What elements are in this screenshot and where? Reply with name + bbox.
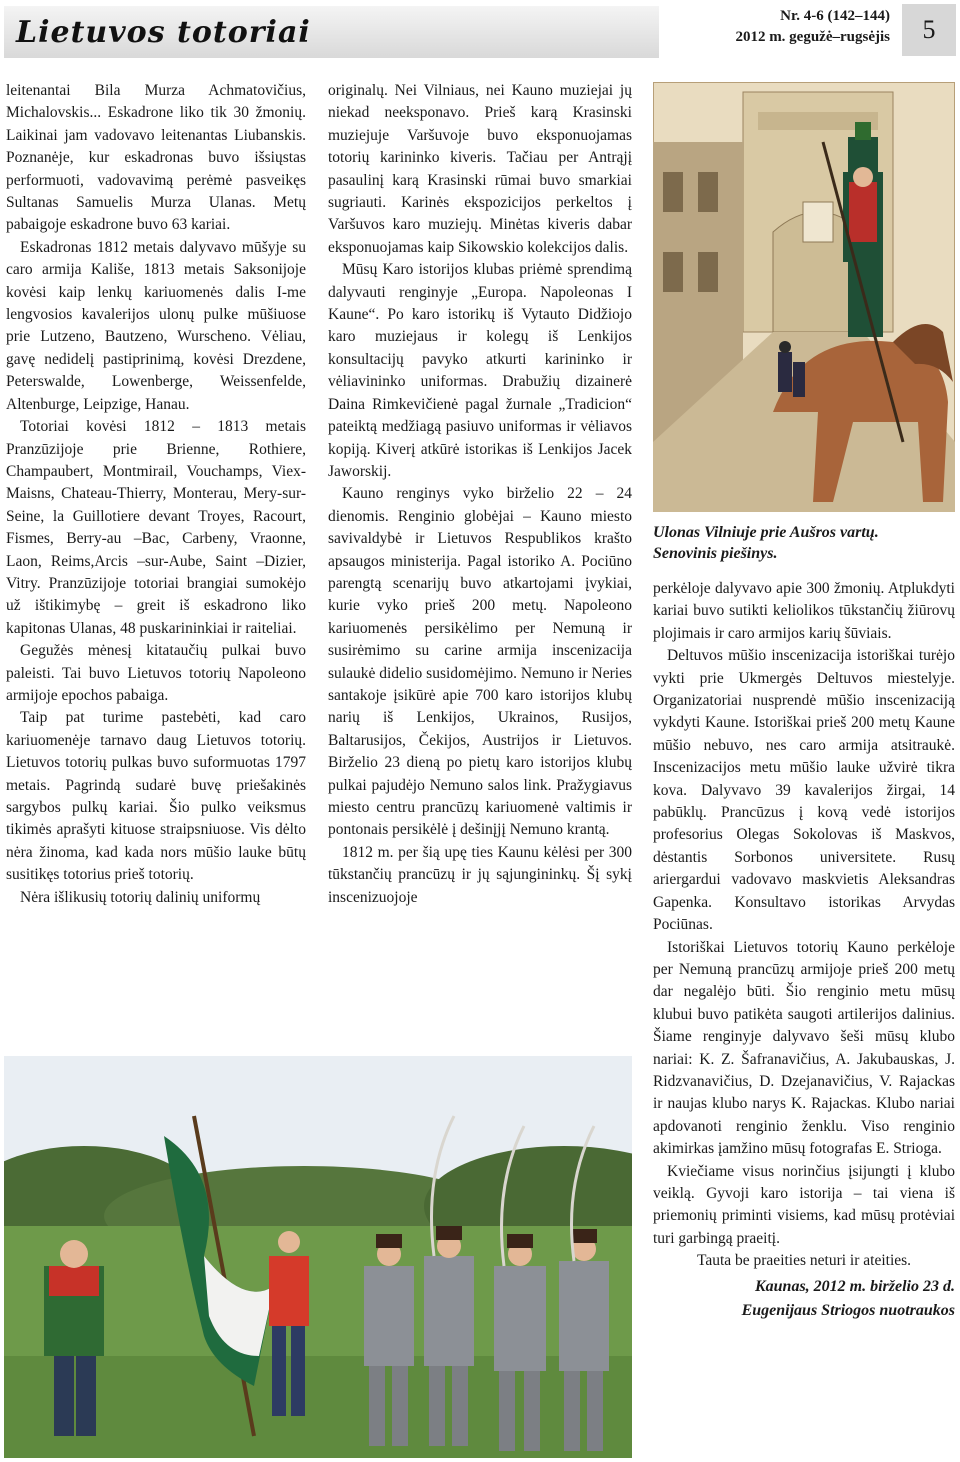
paragraph: Taip pat turime pastebėti, kad caro kariuomenėje tarnavo daug Lietuvos totorių. Lietuvos totorių pulkas buvo suformuotas 1797 metais. Pagrindą sudarė buvę priešakinės sargybos pulkų kariai. Šio pulko veiksmus tikimės aprašyti kituose straipsniuose. Vis dėlto nėra žinoma, kad kada nors mūšio lauke būtų susitikęs totorius prieš totorių.	[6, 709, 306, 884]
photo-reenactors-with-flag-icon	[4, 1056, 632, 1458]
paragraph: Kviečiame visus norinčius įsijungti į klubo veiklą. Gyvoji karo istorija – tai viena iš priemonių priminti visiems, kad mūsų protėviai turi garbingą praeitį.	[653, 1162, 955, 1247]
reenactors-photo	[4, 1056, 632, 1458]
painting-uhlan-image	[653, 82, 955, 512]
masthead-title: Lietuvos totoriai	[16, 14, 311, 50]
masthead	[4, 6, 659, 58]
paragraph: Kauno renginys vyko birželio 22 – 24 dienomis. Renginio globėjai – Kauno miesto savivaldybė ir Lietuvos Respublikos krašto apsaugos ministerija. Pagal istoriko A. Pociūno parengtą scenarijų buvo atkartojami įvykiai, kurie vyko prieš 200 metų. Napoleono kariuomenės persikėlimo per Nemuną ir susirėmimo su carine armija inscenizacija sulaukė didelio susidomėjimo. Nemuno ir Neries santakoje įsikūrė apie 700 karo istorijos klubų narių iš Lenkijos, Ukrainos, Rusijos, Baltarusijos, Čekijos, Austrijos ir Lietuvos. Birželio 23 dieną po pietų karo istorijos klubų pulkai pajudėjo Nemuno salos link. Pražygiavus miesto centru prancūzų kariuomenė valtimis ir pontonais persikėlė į dešinįjį Nemuno krantą.	[328, 485, 632, 839]
article-column-3	[653, 578, 955, 1323]
article-column-2	[328, 80, 632, 909]
paragraph: Nėra išlikusių totorių dalinių uniformų	[20, 888, 261, 906]
article-column-1	[6, 80, 306, 909]
photo-credit: Eugenijaus Striogos nuotraukos	[741, 1301, 955, 1319]
paragraph: Istoriškai Lietuvos totorių Kauno perkėloje per Nemuną prancūzų armijoje prieš 200 metų dar negalėjo būti. Šio renginio metu mūsų klubui buvo patikėta saugoti artilerijos dalinius. Šiame renginyje dalyvavo šeši mūsų klubo nariai: K. Z. Šafranavičius, A. Jakubauskas, J. Ridzvanavičius, D. Dzejanavičius, V. Rajackas ir naujas klubo narys K. Rajackas. Klubo nariai apdovanoti renginio ženklu. Viso renginio akimirkas įamžino mūsų fotografas E. Strioga.	[653, 938, 955, 1158]
page-number: 5	[902, 4, 956, 56]
issue-date: 2012 m. gegužė–rugsėjis	[735, 29, 890, 45]
painting-uhlan-at-gate-icon	[653, 82, 955, 512]
painting-caption	[653, 522, 955, 564]
paragraph: originalų. Nei Vilniaus, nei Kauno muziejai jų niekad neeksponavo. Prieš karą Krasinski muziejuje Varšuvoje buvo eksponuojamas totorių karininko kiveris. Tačiau per Antrąjį pasaulinį karą Krasinski rūmai buvo smarkiai sugriauti. Karinės ekspozicijos perkeltos į Varšuvos karo muziejų. Minėtas kiveris dabar eksponuojamas kaip Sikowskio kolekcijos dalis.	[328, 82, 632, 256]
caption-line: Senovinis piešinys.	[653, 545, 778, 562]
paragraph: Deltuvos mūšio inscenizacija istoriškai turėjo vykti prie Ukmergės Deltuvos miestelyje. Organizatoriai nusprendė mūšio inscenizaciją vykdyti Kaune. Istoriškai prieš 200 metų Kaune mūšio nebuvo, nes caro armija atsitraukė. Inscenizacijos metu mūšio lauke užvirė tikra kova. Dalyvavo 39 kavalerijos žirgai, 14 pabūklų. Prancūzus į kovą vedė istorijos profesorius Olegas Sokolovas iš Maskvos, dėstantis Sorbonos universitete. Rusų ariergardui vadovavo maskvietis Aleksandras Gapenka. Konsultavo istorikas Arvydas Pociūnas.	[653, 647, 955, 934]
paragraph: leitenantai Bila Murza Achmatovičius, Michalovskis... Eskadrone liko tik 30 žmonių. Laikinai jam vadovavo leitenantas Liubanskis. Poznanėje, kur eskadronas buvo išsiųstas performuoti, vadovavimą perėmė pasveikęs Sultanas Samuelis Murza Ulanas. Metų pabaigoje eskadrone buvo 63 kariai.	[6, 82, 306, 234]
signature-place-date: Kaunas, 2012 m. birželio 23 d.	[754, 1277, 955, 1295]
closing-motto: Tauta be praeities neturi ir ateities.	[696, 1252, 912, 1270]
caption-line: Ulonas Vilniuje prie Aušros vartų.	[653, 524, 879, 541]
paragraph: 1812 m. per šią upę ties Kaunu kėlėsi per 300 tūkstančių prancūzų ir jų sąjungininkų. Šį sykį inscenizuojoje	[328, 843, 632, 906]
paragraph: Gegužės mėnesį kitataučių pulkai buvo paleisti. Tai buvo Lietuvos totorių Napoleono armijoje epochos pabaiga.	[6, 642, 306, 704]
issue-info	[700, 6, 898, 52]
signature	[653, 1275, 955, 1323]
page-header	[0, 0, 960, 62]
paragraph: Mūsų Karo istorijos klubas priėmė sprendimą dalyvauti renginyje „Europa. Napoleonas I Kaune“. Po karo istorikų iš Vytauto Didžiojo karo muziejaus ir kolegų iš Lenkijos konsultacijų pavyko atkurti karininko ir vėliavininko uniformas. Drabužių dizainerė Daina Rimkevičienė pagal žurnale „Tradicion“ pateiktą medžiagą pasiuvo uniformas ir vėliavos kopiją. Kiverį atkūrė istorikas iš Lenkijos Jacek Jaworskij.	[328, 261, 632, 480]
paragraph: perkėloje dalyvavo apie 300 žmonių. Atplukdyti kariai buvo sutikti keliolikos tūkstančių žiūrovų plojimais ir caro armijos karių šūviais.	[653, 580, 955, 642]
paragraph: Totoriai kovėsi 1812 – 1813 metais Pranzūzijoje prie Brienne, Rothiere, Champaubert, Montmirail, Vouchamps, Viex-Maisns, Chateau-Thierry, Monterau, Mery-sur-Seine, la Guillotiere devant Troyes, Racourt, Fismes, Berry-au –Bac, Carbeny, Vraonne, Laon, Reims,Arcis –sur-Aube, Saint –Dizier, Vitry. Pranzūzijoje totoriai brangiai sumokėjo už ištikimybę – greit iš eskadrono liko kapitonas Ulanas, 48 puskarininkiai ir raiteliai.	[6, 418, 306, 637]
paragraph: Eskadronas 1812 metais dalyvavo mūšyje su caro armija Kališe, 1813 metais Saksonijoje kovėsi kaip lenkų kariuomenės dalis I-me lengvosios kavalerijos ulonų pulke mūšiuose prie Lutzeno, Bautzeno, Wurscheno. Vėliau, gavę nedidelį pastiprinimą, kovėsi Drezdene, Peterswalde, Lowenberge, Weissenfelde, Altenburge, Leipzige, Hanau.	[6, 238, 306, 413]
issue-number: Nr. 4-6 (142–144)	[780, 8, 890, 24]
